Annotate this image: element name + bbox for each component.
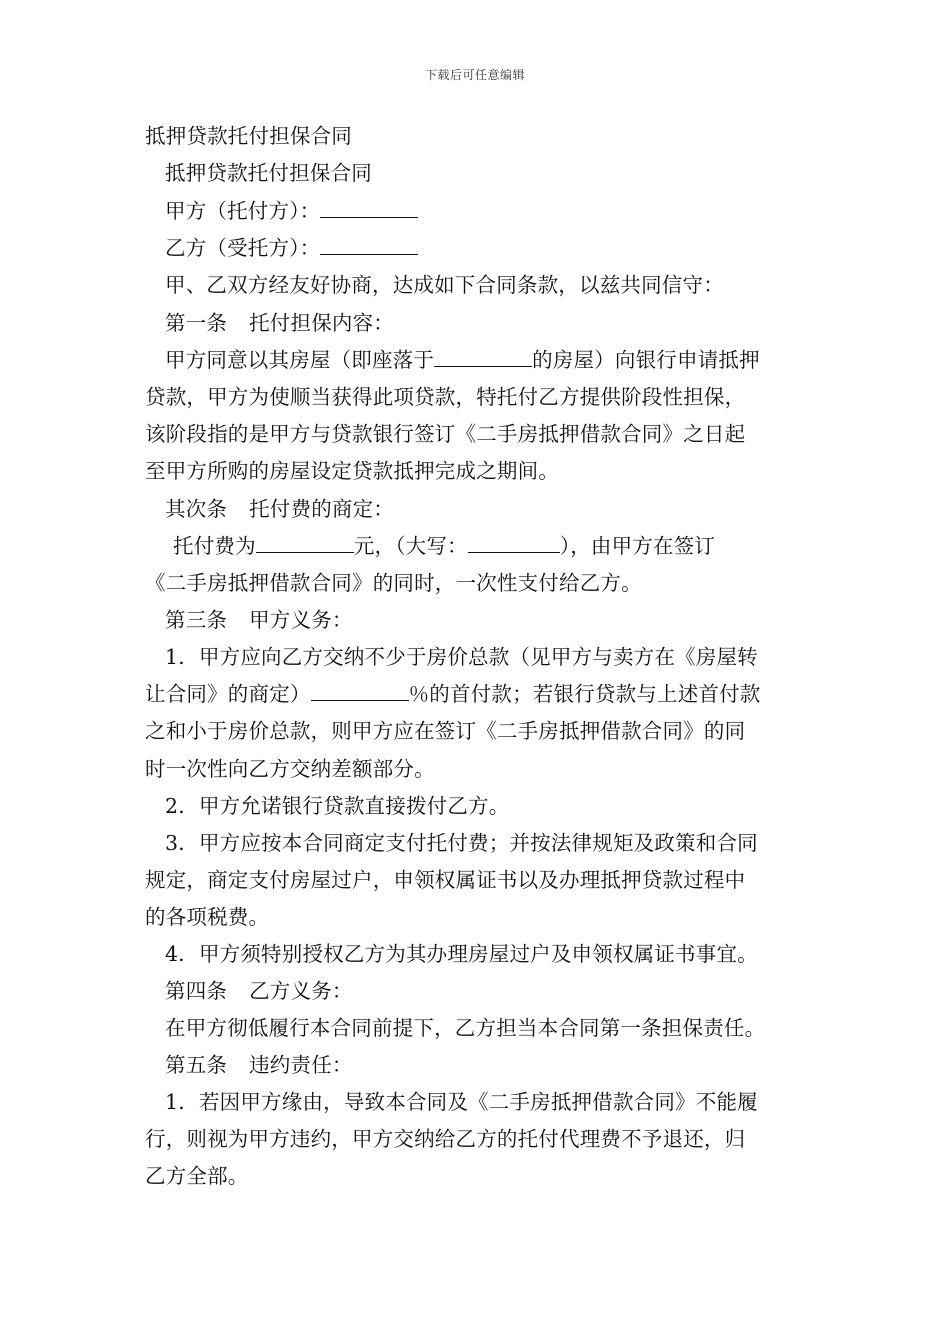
party-a-line: 甲方（托付方）： [165, 198, 418, 224]
article-3-item-3-line-3: 的各项税费。 [145, 905, 270, 929]
party-b-blank [320, 236, 418, 255]
article-4-heading: 第四条 乙方义务： [165, 979, 353, 1003]
article-2-line-2: 《二手房抵押借款合同》的同时，一次性支付给乙方。 [145, 571, 642, 595]
article-1-line-4: 至甲方所购的房屋设定贷款抵押完成之期间。 [145, 459, 559, 483]
article-1-line-1: 甲方同意以其房屋（即座落于 的房屋）向银行申请抵押 [165, 348, 760, 372]
property-location-blank [434, 348, 532, 367]
fee-amount-words-blank [468, 534, 560, 553]
fee-amount-blank [256, 534, 354, 553]
article-3-item-3-line-1: 3．甲方应按本合同商定支付托付费；并按法律规矩及政策和合同 [165, 831, 758, 855]
article-5-item-1-line-3: 乙方全部。 [145, 1164, 249, 1188]
article-3-item-1-line-1: 1．甲方应向乙方交纳不少于房价总款（见甲方与卖方在《房屋转 [165, 645, 758, 669]
party-b-line: 乙方（受托方）： [165, 235, 418, 261]
article-5-heading: 第五条 违约责任： [165, 1053, 353, 1077]
article-3-item-1-line-4: 时一次性向乙方交纳差额部分。 [145, 757, 435, 781]
article-3-item-2: 2．甲方允诺银行贷款直接拨付乙方。 [165, 794, 510, 818]
article-4-body: 在甲方彻低履行本合同前提下，乙方担当本合同第一条担保责任。 [165, 1016, 766, 1040]
article-5-item-1-line-1: 1．若因甲方缘由，导致本合同及《二手房抵押借款合同》不能履 [165, 1090, 758, 1114]
down-payment-percent-blank [311, 682, 409, 701]
contract-heading: 抵押贷款托付担保合同 [165, 161, 372, 185]
party-a-blank [320, 199, 418, 218]
article-5-item-1-line-2: 行，则视为甲方违约，甲方交纳给乙方的托付代理费不予退还，归 [145, 1127, 746, 1151]
article-1-line-2: 贷款，甲方为使顺当获得此项贷款，特托付乙方提供阶段性担保， [145, 385, 746, 409]
article-3-heading: 第三条 甲方义务： [165, 608, 353, 632]
article-1-line-3: 该阶段指的是甲方与贷款银行签订《二手房抵押借款合同》之日起 [145, 422, 746, 446]
agreement-intro: 甲、乙双方经友好协商，达成如下合同条款，以兹共同信守： [165, 273, 724, 297]
article-2-heading: 其次条 托付费的商定： [165, 497, 395, 521]
page-header: 下载后可任意编辑 [424, 68, 525, 82]
article-3-item-1-line-2: 让合同》的商定） ％的首付款；若银行贷款与上述首付款 [145, 682, 761, 706]
article-3-item-1-line-3: 之和小于房价总款，则甲方应在签订《二手房抵押借款合同》的同 [145, 719, 746, 743]
article-1-heading: 第一条 托付担保内容： [165, 311, 395, 335]
article-3-item-4: 4．甲方须特别授权乙方为其办理房屋过户及申领权属证书事宜。 [165, 942, 758, 966]
document-title: 抵押贷款托付担保合同 [145, 124, 352, 148]
article-3-item-3-line-2: 规定，商定支付房屋过户，申领权属证书以及办理抵押贷款过程中 [145, 868, 746, 892]
article-2-line-1: 托付费为 元，（大写： ），由甲方在签订 [173, 534, 716, 558]
